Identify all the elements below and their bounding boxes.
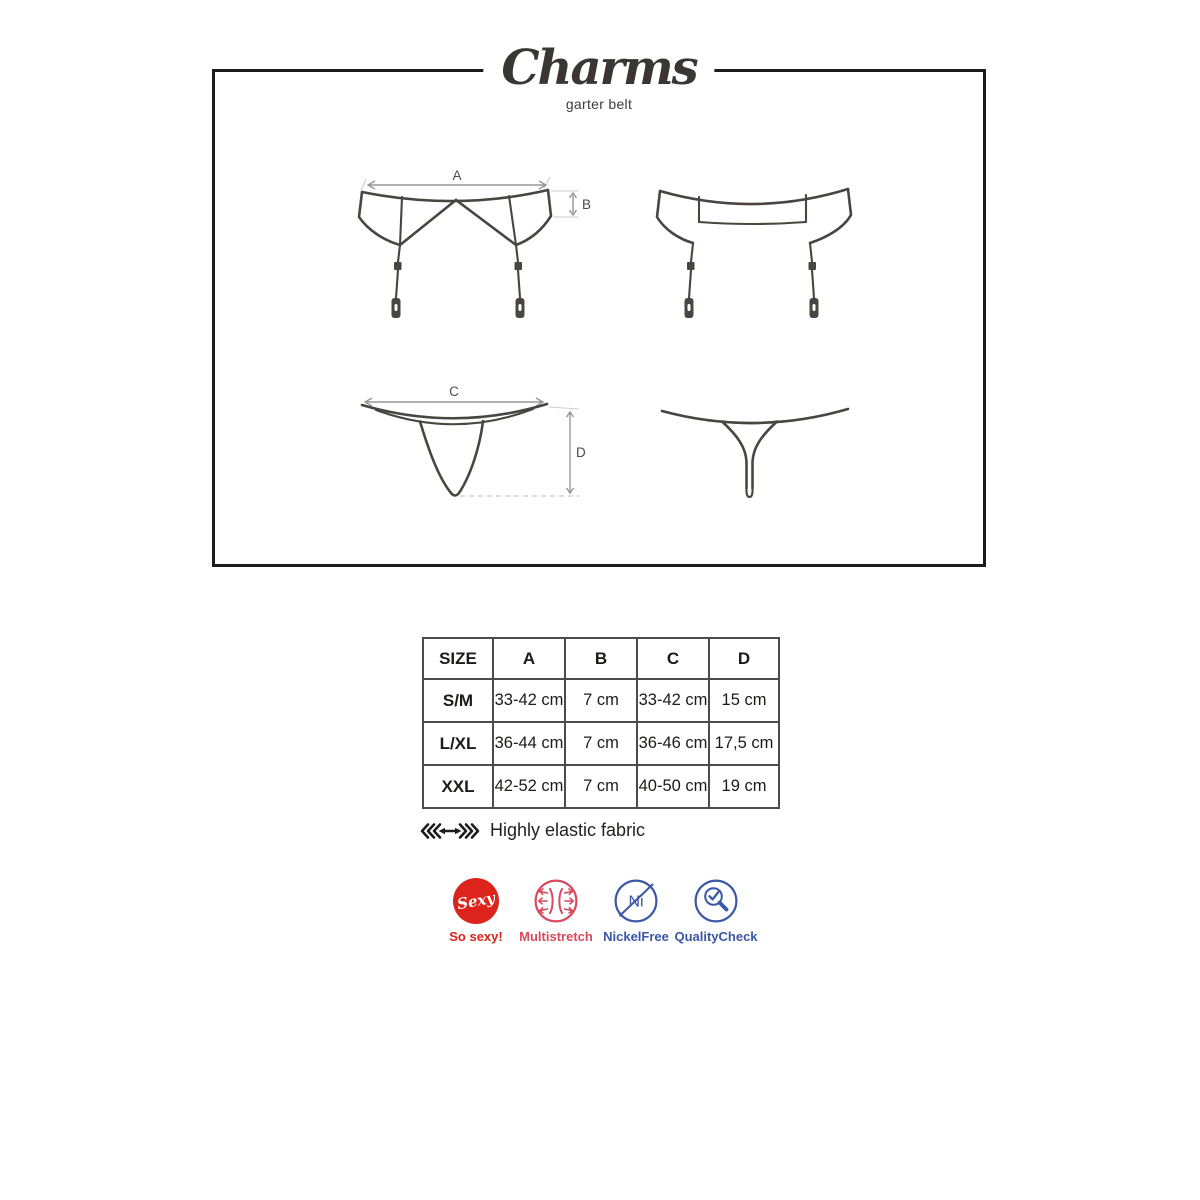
thong-back-outline: [662, 409, 848, 497]
dim-label-b: B: [582, 197, 592, 212]
badge-label: QualityCheck: [674, 929, 758, 944]
nickel-free-icon: [613, 878, 659, 924]
table-cell: 33-42 cm: [637, 679, 709, 722]
sexy-badge-icon: [453, 878, 499, 924]
table-row: [423, 679, 779, 722]
table-row: [423, 722, 779, 765]
table-cell: 42-52 cm: [493, 765, 565, 808]
badge-quality-check: [676, 878, 756, 944]
brand-logo: Charms: [501, 40, 697, 96]
table-cell: 7 cm: [565, 722, 637, 765]
dim-label-c: C: [449, 384, 459, 399]
dim-label-a: A: [452, 168, 462, 183]
table-cell: 17,5 cm: [709, 722, 779, 765]
badge-label: NickelFree: [603, 929, 669, 944]
table-cell: 36-46 cm: [637, 722, 709, 765]
thong-front-diagram: [330, 382, 600, 517]
size-table: [422, 637, 780, 809]
dimension-a-arrow: [361, 168, 550, 190]
size-label: L/XL: [423, 722, 493, 765]
thong-back-diagram: [650, 400, 870, 510]
badge-label: So sexy!: [449, 929, 503, 944]
table-cell: 33-42 cm: [493, 679, 565, 722]
dimension-c-arrow: [365, 384, 543, 406]
col-header-c: C: [637, 638, 709, 679]
table-cell: 19 cm: [709, 765, 779, 808]
quality-check-icon: [693, 878, 739, 924]
brand-subtitle: garter belt: [565, 96, 633, 112]
garter-back-diagram: [655, 167, 855, 342]
size-label: XXL: [423, 765, 493, 808]
table-cell: 7 cm: [565, 765, 637, 808]
badge-so-sexy: [436, 878, 516, 944]
table-cell: 7 cm: [565, 679, 637, 722]
dimension-b-arrow: [551, 191, 591, 217]
multistretch-icon: [533, 878, 579, 924]
elastic-arrow-icon: [419, 821, 481, 841]
nickel-symbol-text: Ni: [628, 893, 644, 911]
size-label: S/M: [423, 679, 493, 722]
col-header-b: B: [565, 638, 637, 679]
badge-multistretch: [516, 878, 596, 944]
table-cell: 36-44 cm: [493, 722, 565, 765]
sexy-circle-text: Sexy: [455, 888, 497, 914]
badge-label: Multistretch: [519, 929, 593, 944]
badge-row: [436, 878, 756, 944]
fabric-note-label: Highly elastic fabric: [490, 820, 646, 840]
garter-front-outline: [359, 190, 551, 318]
dimension-d-arrow: [460, 407, 586, 496]
badge-nickel-free: [596, 878, 676, 944]
col-header-size: SIZE: [423, 638, 493, 679]
dim-label-d: D: [576, 445, 586, 460]
product-card: [212, 40, 986, 567]
fabric-note: [419, 820, 645, 841]
col-header-a: A: [493, 638, 565, 679]
size-table-header-row: [423, 638, 779, 679]
table-row: [423, 765, 779, 808]
garter-front-diagram: [330, 167, 600, 342]
table-cell: 15 cm: [709, 679, 779, 722]
garter-back-outline: [657, 189, 851, 318]
col-header-d: D: [709, 638, 779, 679]
table-cell: 40-50 cm: [637, 765, 709, 808]
thong-front-outline: [362, 404, 547, 496]
